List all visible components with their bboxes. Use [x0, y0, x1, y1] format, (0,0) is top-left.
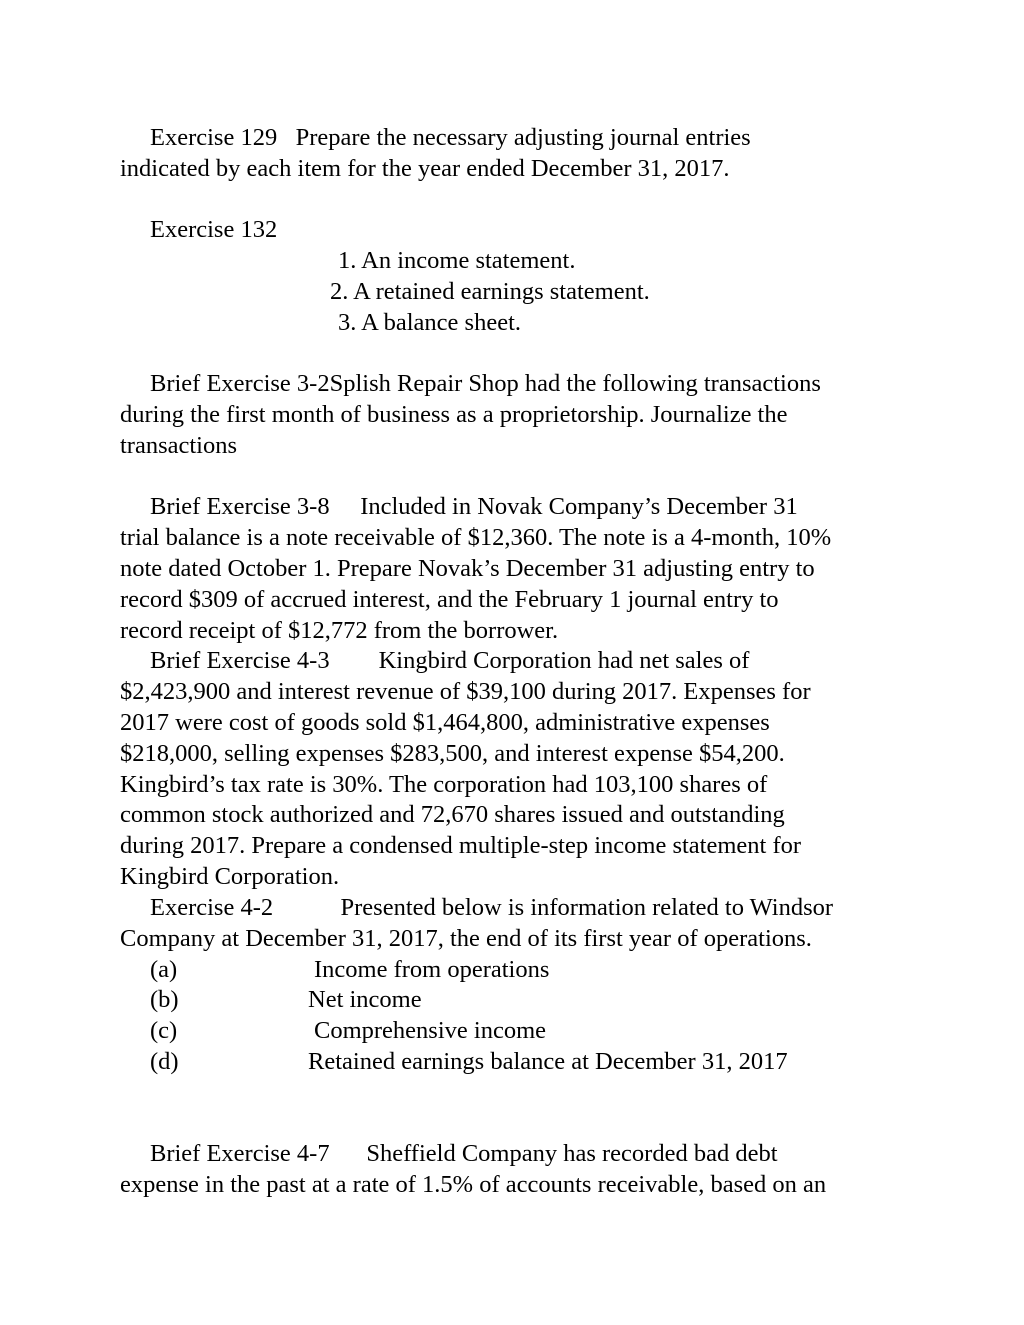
brief-exercise-3-2-line-1: Brief Exercise 3-2Splish Repair Shop had the following transactions: [150, 370, 821, 397]
brief-exercise-3-2-line-3: transactions: [120, 432, 238, 459]
exercise-4-2-item-b-text: Net income: [308, 986, 422, 1013]
exercise-129-line-1: Exercise 129 Prepare the necessary adjusting journal entries: [150, 124, 751, 151]
exercise-132-item-3: 3. A balance sheet.: [338, 309, 522, 336]
brief-exercise-3-8-line-1: Brief Exercise 3-8 Included in Novak Company’s December 31: [150, 493, 798, 520]
exercise-132-item-2: 2. A retained earnings statement.: [330, 278, 650, 305]
exercise-129-line-2: indicated by each item for the year ended December 31, 2017.: [120, 155, 730, 182]
brief-exercise-4-3-line-7: during 2017. Prepare a condensed multiple-step income statement for: [120, 832, 802, 859]
exercise-4-2-item-a-letter: (a): [150, 956, 178, 983]
exercise-4-2-line-2: Company at December 31, 2017, the end of its first year of operations.: [120, 925, 812, 952]
brief-exercise-4-3-line-4: $218,000, selling expenses $283,500, and interest expense $54,200.: [120, 740, 785, 767]
exercise-4-2-item-d-text: Retained earnings balance at December 31, 2017: [308, 1048, 788, 1075]
brief-exercise-4-7-line-1: Brief Exercise 4-7 Sheffield Company has recorded bad debt: [150, 1140, 778, 1167]
exercise-4-2-item-c-letter: (c): [150, 1017, 178, 1044]
brief-exercise-3-8-line-3: note dated October 1. Prepare Novak’s December 31 adjusting entry to: [120, 555, 815, 582]
brief-exercise-3-8-line-4: record $309 of accrued interest, and the February 1 journal entry to: [120, 586, 779, 613]
brief-exercise-4-3-line-6: common stock authorized and 72,670 shares issued and outstanding: [120, 801, 785, 828]
brief-exercise-4-3-line-3: 2017 were cost of goods sold $1,464,800, administrative expenses: [120, 709, 770, 736]
exercise-4-2-item-a-text: Income from operations: [314, 956, 550, 983]
exercise-4-2-line-1: Exercise 4-2 Presented below is information related to Windsor: [150, 894, 834, 921]
brief-exercise-3-2-line-2: during the first month of business as a proprietorship. Journalize the: [120, 401, 788, 428]
exercise-132-heading: Exercise 132: [150, 216, 278, 243]
brief-exercise-4-3-line-1: Brief Exercise 4-3 Kingbird Corporation had net sales of: [150, 647, 750, 674]
brief-exercise-4-3-line-2: $2,423,900 and interest revenue of $39,100 during 2017. Expenses for: [120, 678, 811, 705]
brief-exercise-3-8-line-2: trial balance is a note receivable of $12,360. The note is a 4-month, 10%: [120, 524, 832, 551]
exercise-4-2-item-c-text: Comprehensive income: [314, 1017, 547, 1044]
brief-exercise-4-3-line-8: Kingbird Corporation.: [120, 863, 340, 890]
exercise-132-item-1: 1. An income statement.: [338, 247, 576, 274]
brief-exercise-4-3-line-5: Kingbird’s tax rate is 30%. The corporation had 103,100 shares of: [120, 771, 768, 798]
exercise-4-2-item-d-letter: (d): [150, 1048, 179, 1075]
brief-exercise-3-8-line-5: record receipt of $12,772 from the borrower.: [120, 617, 559, 644]
brief-exercise-4-7-line-2: expense in the past at a rate of 1.5% of accounts receivable, based on an: [120, 1171, 827, 1198]
exercise-4-2-item-b-letter: (b): [150, 986, 179, 1013]
